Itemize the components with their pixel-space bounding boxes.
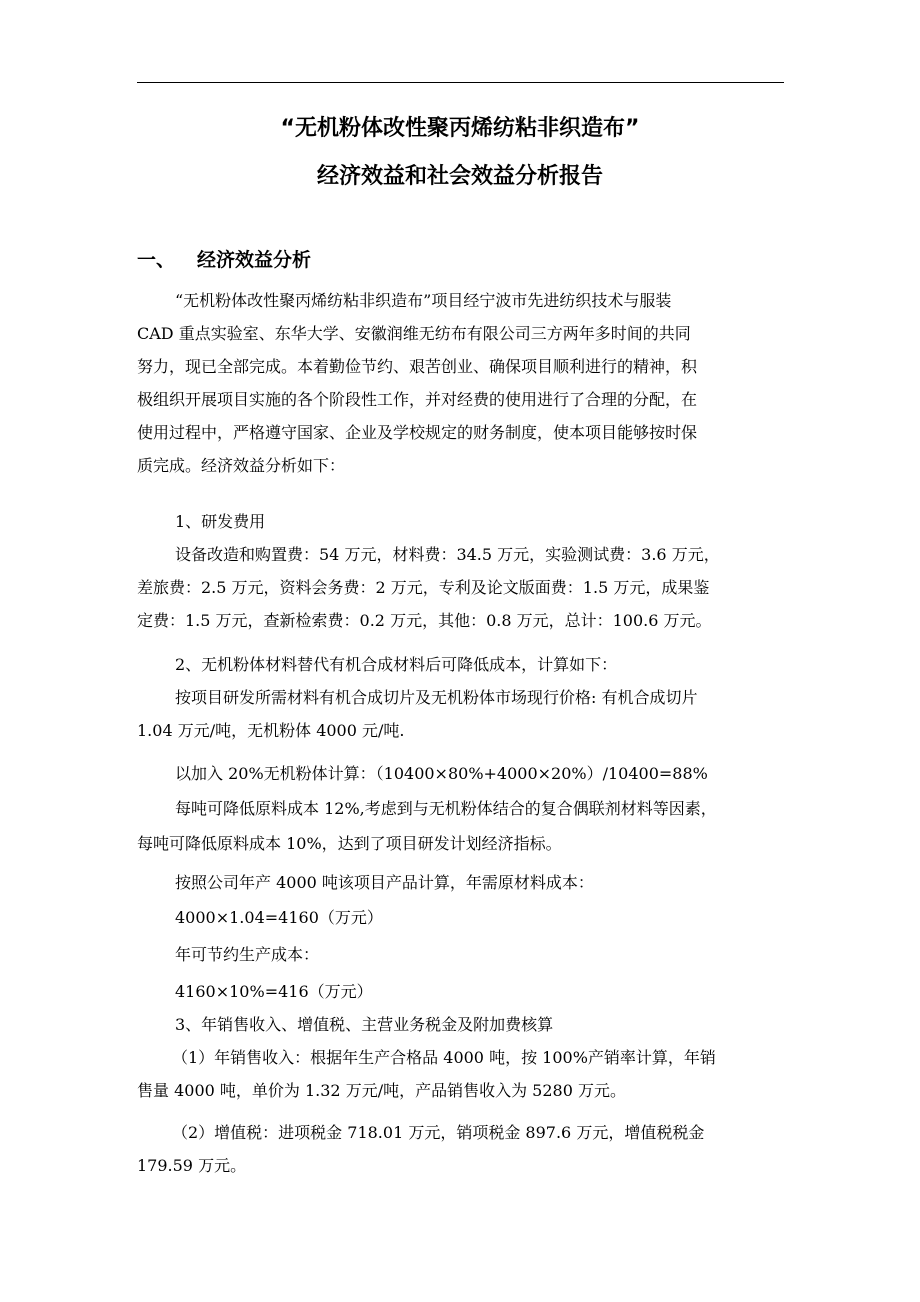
paragraph-line: 按项目研发所需材料有机合成切片及无机粉体市场现行价格: 有机合成切片 bbox=[175, 688, 698, 707]
document-title-line-1: “无机粉体改性聚丙烯纺粘非织造布” bbox=[280, 116, 640, 141]
paragraph-line: 按照公司年产 4000 吨该项目产品计算，年需原材料成本： bbox=[175, 873, 594, 892]
paragraph-line: 质完成。经济效益分析如下： bbox=[137, 456, 346, 475]
paragraph-line: 极组织开展项目实施的各个阶段性工作，并对经费的使用进行了合理的分配，在 bbox=[137, 390, 698, 409]
paragraph-line: 差旅费：2.5 万元，资料会务费：2 万元，专利及论文版面费：1.5 万元，成果鉴 bbox=[137, 578, 710, 597]
paragraph-line: 年可节约生产成本： bbox=[175, 945, 320, 964]
paragraph-line: 设备改造和购置费：54 万元，材料费：34.5 万元，实验测试费：3.6 万元， bbox=[175, 545, 720, 564]
paragraph-line: （1）年销售收入：根据年生产合格品 4000 吨，按 100%产销率计算，年销 bbox=[172, 1048, 716, 1067]
paragraph-line: 每吨可降低原料成本 10%，达到了项目研发计划经济指标。 bbox=[137, 834, 562, 853]
paragraph-line: 179.59 万元。 bbox=[137, 1156, 247, 1175]
paragraph-line: 1.04 万元/吨，无机粉体 4000 元/吨. bbox=[137, 721, 405, 740]
paragraph-line: CAD 重点实验室、东华大学、安徽润维无纺布有限公司三方两年多时间的共同 bbox=[137, 324, 691, 343]
section-heading bbox=[137, 245, 311, 275]
paragraph-line: 努力，现已全部完成。本着勤俭节约、艰苦创业、确保项目顺利进行的精神，积 bbox=[137, 357, 698, 376]
document-title-line-2: 经济效益和社会效益分析报告 bbox=[316, 164, 603, 189]
section-number: 一、 bbox=[137, 249, 176, 271]
calculation-line: 4000×1.04=4160（万元） bbox=[175, 908, 383, 927]
paragraph-line: 以加入 20%无机粉体计算：（10400×80%+4000×20%）/10400=88% bbox=[175, 764, 708, 783]
paragraph-line: （2）增值税：进项税金 718.01 万元，销项税金 897.6 万元，增值税税金 bbox=[172, 1123, 705, 1142]
paragraph-line: 定费：1.5 万元，查新检索费：0.2 万元，其他：0.8 万元，总计：100.6 万元。 bbox=[137, 611, 712, 630]
subsection-heading: 2、无机粉体材料替代有机合成材料后可降低成本，计算如下： bbox=[175, 655, 618, 674]
paragraph-line: 每吨可降低原料成本 12%,考虑到与无机粉体结合的复合偶联剂材料等因素， bbox=[175, 799, 717, 818]
paragraph-line: 使用过程中，严格遵守国家、企业及学校规定的财务制度，使本项目能够按时保 bbox=[137, 423, 698, 442]
header-rule bbox=[137, 82, 784, 83]
subsection-heading: 3、年销售收入、增值税、主营业务税金及附加费核算 bbox=[175, 1015, 554, 1034]
paragraph-line: “无机粉体改性聚丙烯纺粘非织造布”项目经宁波市先进纺织技术与服装 bbox=[175, 291, 672, 310]
subsection-heading: 1、研发费用 bbox=[175, 512, 266, 531]
calculation-line: 4160×10%=416（万元） bbox=[175, 982, 373, 1001]
section-title: 经济效益分析 bbox=[197, 249, 312, 271]
paragraph-line: 售量 4000 吨，单价为 1.32 万元/吨，产品销售收入为 5280 万元。 bbox=[137, 1081, 626, 1100]
